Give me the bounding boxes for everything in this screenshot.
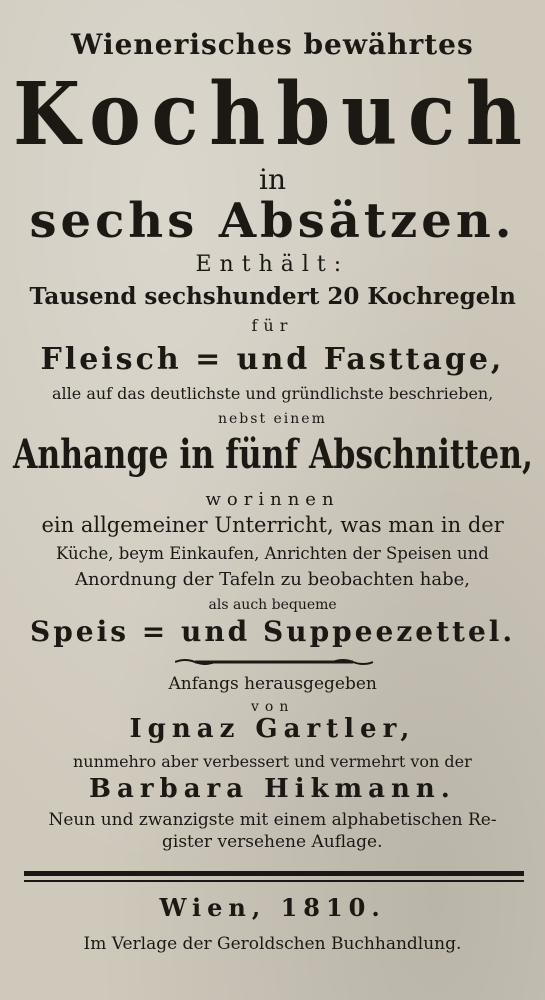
author-line-von: von — [251, 699, 295, 715]
title-line-in: in — [259, 163, 286, 196]
title-line-nebst: nebst einem — [218, 411, 327, 427]
title-line-als-auch: als auch bequeme — [208, 597, 337, 613]
title-line-1: Wienerisches bewährtes — [71, 28, 474, 61]
author-name-hikmann: Barbara Hikmann. — [89, 774, 456, 804]
title-line-tausend: Tausend sechshundert 20 Kochregeln — [29, 283, 516, 310]
title-line-worinnen: worinnen — [205, 489, 340, 510]
edition-line-1: Neun und zwanzigste mit einem alphabetischen Re- — [48, 810, 497, 830]
title-line-fuer: für — [251, 316, 294, 335]
imprint-publisher: Im Verlage der Geroldschen Buchhandlung. — [83, 934, 462, 954]
title-line-kueche: Küche, beym Einkaufen, Anrichten der Speisen und — [56, 544, 489, 563]
author-name-gartler: Ignaz Gartler, — [129, 714, 416, 744]
rule-thick — [24, 871, 524, 876]
title-line-enthaelt: Enthält: — [195, 252, 350, 277]
imprint-place-year: Wien, 1810. — [159, 893, 386, 922]
title-line-sechs-absaetzen: sechs Absätzen. — [29, 193, 516, 249]
title-line-anhange: Anhange in fünf Abschnitten, — [12, 431, 533, 478]
ornament-divider — [175, 658, 373, 666]
title-line-anordnung: Anordnung der Tafeln zu beobachten habe, — [75, 569, 470, 590]
author-line-anfangs: Anfangs herausgegeben — [168, 674, 377, 694]
title-line-fleisch: Fleisch = und Fasttage, — [40, 342, 505, 377]
title-line-speis: Speis = und Suppeezettel. — [30, 615, 516, 648]
title-line-unterricht: ein allgemeiner Unterricht, was man in der — [41, 513, 504, 537]
title-line-alle: alle auf das deutlichste und gründlichste beschrieben, — [52, 384, 494, 403]
title-main-kochbuch: Kochbuch — [12, 64, 533, 165]
rule-thin — [24, 880, 524, 882]
edition-line-2: gister versehene Auflage. — [162, 832, 383, 852]
author-line-nunmehro: nunmehro aber verbessert und vermehrt von der — [73, 752, 472, 771]
